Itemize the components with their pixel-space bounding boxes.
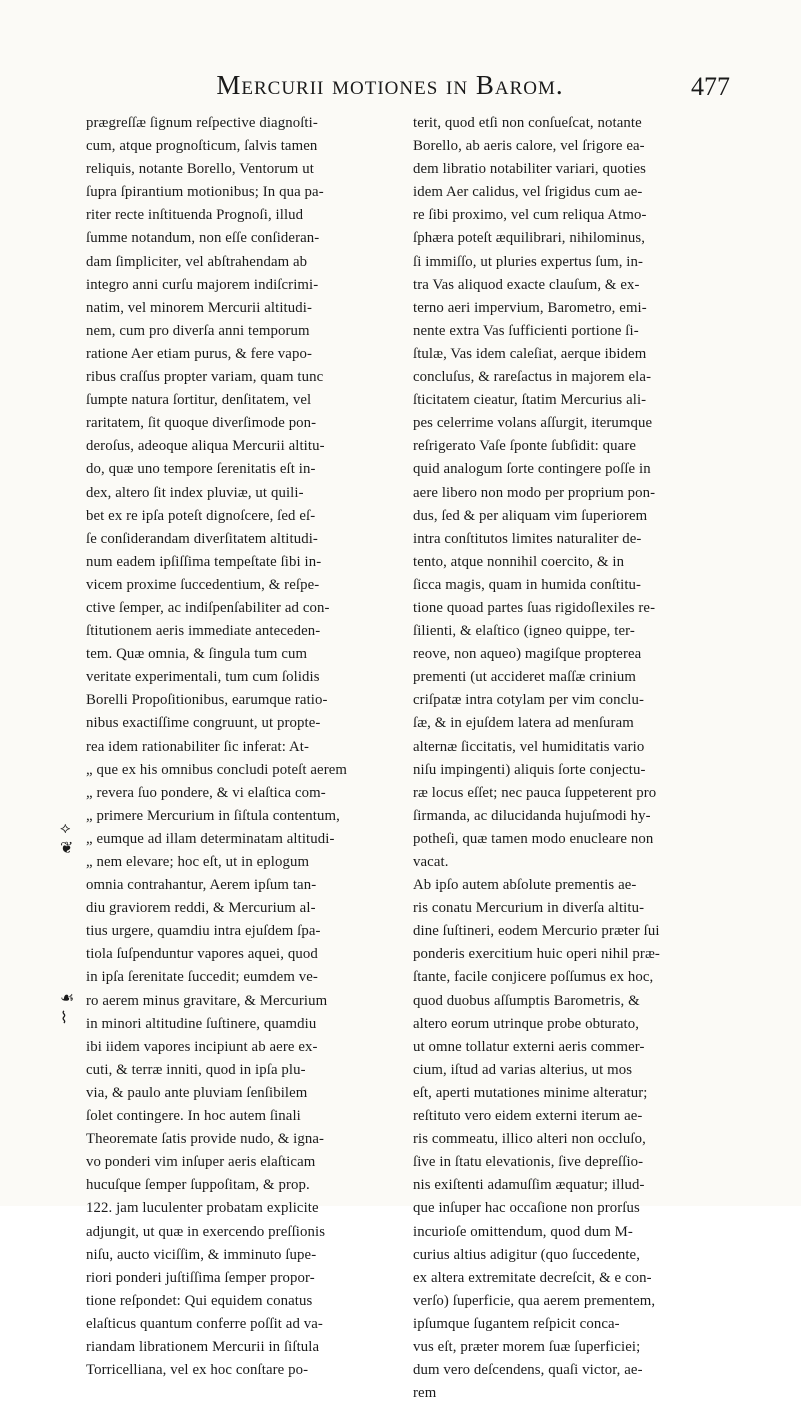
- text-line: tione quoad partes ſuas rigidoſlexiles re-: [413, 599, 656, 616]
- text-line: vus eſt, præter morem ſuæ ſuperficiei;: [413, 1338, 641, 1355]
- text-line: reſrigerato Vaſe ſponte ſubſidit: quare: [413, 438, 637, 455]
- text-line: idem Aer calidus, vel ſrigidus cum ae-: [413, 184, 643, 201]
- text-line: ſive in ſtatu elevationis, ſive depreſſio-: [413, 1154, 644, 1171]
- text-line: dum vero deſcendens, quaſi victor, ae-: [413, 1362, 643, 1379]
- text-line: riandam librationem Mercurii in ſiſtula: [86, 1338, 320, 1355]
- text-line: incurioſe omittendum, quod dum M-: [413, 1223, 633, 1240]
- text-line: dem libratio notabiliter variari, quoties: [413, 161, 646, 178]
- text-line: „ primere Mercurium in ſiſtula contentum,: [86, 807, 340, 824]
- text-line: dine ſuſtineri, eodem Mercurio præter ſui: [413, 923, 660, 940]
- text-line: niſu, aucto viciſſim, & imminuto ſupe-: [86, 1246, 317, 1263]
- text-line: dex, altero ſit index pluviæ, ut quili-: [86, 484, 304, 501]
- text-line: eſt, aperti mutationes minime alteratur;: [413, 1084, 648, 1101]
- text-line: aere libero non modo per proprium pon-: [413, 484, 656, 501]
- text-line: ræ locus eſſet; nec pauca ſuppeterent pro: [413, 784, 657, 801]
- text-line: intra conſtitutos limites naturaliter de-: [413, 530, 642, 547]
- text-line: ſicca magis, quam in humida conſtitu-: [413, 576, 642, 593]
- margin-mark: ☙: [60, 990, 75, 1007]
- text-line: tento, atque nonnihil coercito, & in: [413, 553, 625, 570]
- text-line: rea idem rationabiliter ſic inferat: At-: [86, 738, 309, 755]
- text-line: num eadem ipſiſſima tempeſtate ſibi in-: [86, 553, 322, 570]
- text-line: ſæ, & in ejuſdem latera ad menſuram: [413, 715, 634, 732]
- text-line: alternæ ſiccitatis, vel humiditatis vario: [413, 738, 645, 755]
- text-line: tem. Quæ omnia, & ſingula tum cum: [86, 646, 308, 663]
- text-line: ſtante, facile conjicere poſſumus ex hoc,: [413, 969, 654, 986]
- text-line: dus, ſed & per aliquam vim ſuperiorem: [413, 507, 648, 524]
- text-line: pes celerrime volans aſſurgit, iterumque: [413, 415, 653, 432]
- text-line: diu graviorem reddi, & Mercurium al-: [86, 900, 316, 917]
- text-line: Torricelliana, vel ex hoc conſtare po-: [86, 1362, 309, 1379]
- text-line: nis exiſtenti adamuſſim æquatur; illud-: [413, 1177, 645, 1194]
- text-line: prementi (ut accideret maſſæ crinium: [413, 669, 637, 686]
- text-line: raritatem, ſit quoque diverſimode pon-: [86, 415, 317, 432]
- text-line: concluſus, & rareſactus in majorem ela-: [413, 369, 652, 386]
- text-line: riter recte inſtituenda Prognoſi, illud: [86, 207, 304, 224]
- margin-mark: ❦: [60, 840, 74, 857]
- left-text-column: [86, 112, 406, 1382]
- text-line: terit, quod etſi non conſueſcat, notante: [413, 115, 642, 131]
- text-line: ribus craſſus propter variam, quam tunc: [86, 369, 324, 386]
- text-line: que inſuper hac occaſione non prorſus: [413, 1200, 640, 1217]
- text-line: nem, cum pro diverſa anni temporum: [86, 322, 310, 339]
- text-line: ponderis exercitium huic operi nihil præ-: [413, 946, 660, 963]
- text-line: 122. jam luculenter probatam explicite: [86, 1200, 319, 1217]
- margin-mark: ⟡: [60, 820, 71, 837]
- text-line: vacat.: [413, 854, 449, 870]
- text-line: altero eorum utrinque probe obturato,: [413, 1015, 639, 1032]
- text-line: reſtituto vero eidem externi iterum ae-: [413, 1108, 643, 1125]
- text-line: nente extra Vas ſufficienti portione ſi-: [413, 322, 639, 339]
- text-line: cum, atque prognoſticum, ſalvis tamen: [86, 138, 318, 155]
- text-line: Theoremate ſatis provide nudo, & igna-: [86, 1131, 325, 1148]
- text-line: ipſumque ſugantem reſpicit conca-: [413, 1315, 620, 1332]
- page-header: [90, 70, 730, 110]
- text-line: ſumpte natura ſortitur, denſitatem, vel: [86, 392, 312, 409]
- text-line: ſirmanda, ac dilucidanda hujuſmodi hy-: [413, 807, 651, 824]
- text-line: riori ponderi juſtiſſima ſemper propor-: [86, 1269, 315, 1286]
- text-line: Borello, ab aeris calore, vel ſrigore ea-: [413, 138, 645, 155]
- text-line: ſtulæ, Vas idem caleſiat, aerque ibidem: [413, 345, 647, 362]
- text-line: ris commeatu, illico alteri non occluſo,: [413, 1131, 646, 1148]
- text-line: niſu impingenti) aliquis ſorte conjectu-: [413, 761, 646, 778]
- text-line: ſtitutionem aeris immediate anteceden-: [86, 623, 321, 640]
- text-line: tiola ſuſpenduntur vapores aquei, quod: [86, 946, 318, 963]
- text-line: vo ponderi vim inſuper aeris elaſticam: [86, 1154, 316, 1171]
- text-line: ſphæra poteſt æquilibrari, nihilominus,: [413, 230, 646, 247]
- text-line: do, quæ uno tempore ſerenitatis eſt in-: [86, 461, 316, 478]
- text-line: reliquis, notante Borello, Ventorum ut: [86, 161, 314, 178]
- text-line: natim, vel minorem Mercurii altitudi-: [86, 299, 313, 316]
- text-line: curius altius adigitur (quo ſuccedente,: [413, 1246, 641, 1263]
- text-line: via, & paulo ante pluviam ſenſibilem: [86, 1084, 308, 1101]
- running-title: Mercurii motiones in Barom.: [216, 70, 564, 100]
- text-line: quod duobus aſſumptis Barometris, &: [413, 992, 640, 1009]
- text-line: rem: [413, 1385, 437, 1402]
- text-line: dam ſimpliciter, vel abſtrahendam ab: [86, 253, 308, 270]
- text-line: potheſi, quæ tamen modo enucleare non: [413, 830, 654, 847]
- text-line: ratione Aer etiam purus, & fere vapo-: [86, 345, 312, 362]
- text-line: ſilienti, & elaſtico (igneo quippe, ter-: [413, 623, 635, 640]
- text-line: prægreſſæ ſignum reſpective diagnoſti-: [86, 115, 318, 131]
- text-line: omnia contrahantur, Aerem ipſum tan-: [86, 877, 317, 894]
- text-line: „ eumque ad illam determinatam altitudi-: [86, 830, 335, 847]
- text-line: „ revera ſuo pondere, & vi elaſtica com-: [86, 784, 326, 801]
- text-line: integro anni curſu majorem indiſcrimi-: [86, 276, 319, 293]
- text-line: ctive ſemper, ac indiſpenſabiliter ad con-: [86, 599, 330, 616]
- text-line: ſumme notandum, non eſſe conſideran-: [86, 230, 320, 247]
- text-line: „ nem elevare; hoc eſt, ut in eplogum: [86, 854, 310, 870]
- text-line: hucuſque ſemper ſuppoſitam, & prop.: [86, 1177, 310, 1194]
- text-line: veritate experimentali, tum cum ſolidis: [86, 669, 320, 686]
- text-line: deroſus, adeoque aliqua Mercurii altitu-: [86, 438, 325, 455]
- text-line: ex altera extremitate decreſcit, & e con-: [413, 1269, 652, 1286]
- page-number: 477: [691, 72, 730, 101]
- text-line: ro aerem minus gravitare, & Mercurium: [86, 992, 328, 1009]
- text-line: tione reſpondet: Qui equidem conatus: [86, 1292, 313, 1309]
- text-line: nibus exactiſſime congruunt, ut propte-: [86, 715, 321, 732]
- text-line: re ſibi proximo, vel cum reliqua Atmo-: [413, 207, 647, 224]
- text-line: elaſticus quantum conferre poſſit ad va-: [86, 1315, 323, 1332]
- text-line: ibi iidem vapores incipiunt ab aere ex-: [86, 1038, 318, 1055]
- text-line: cuti, & terræ inniti, quod in ipſa plu-: [86, 1061, 306, 1078]
- text-line: vicem proxime ſuccedentium, & reſpe-: [86, 576, 320, 593]
- margin-mark: ⌇: [60, 1010, 68, 1027]
- text-line: tra Vas aliquod exacte clauſum, & ex-: [413, 276, 640, 293]
- text-line: cium, iſtud ad varias alterius, ut mos: [413, 1061, 633, 1078]
- text-line: „ que ex his omnibus concludi poteſt aerem: [86, 761, 348, 778]
- text-line: reove, non aqueo) magiſque propterea: [413, 646, 642, 663]
- text-line: terno aeri impervium, Barometro, emi-: [413, 299, 647, 316]
- text-line: ſolet contingere. In hoc autem ſinali: [86, 1108, 301, 1125]
- text-line: bet ex re ipſa poteſt dignoſcere, ſed eſ-: [86, 507, 316, 524]
- text-line: ſupra ſpirantium motionibus; In qua pa-: [86, 184, 324, 201]
- text-line: ſe conſiderandam diverſitatem altitudi-: [86, 530, 318, 547]
- text-line: Ab ipſo autem abſolute prementis ae-: [413, 877, 637, 894]
- text-line: ſticitatem cieatur, ſtatim Mercurius ali-: [413, 392, 647, 409]
- text-line: verſo) ſuperficie, qua aerem prementem,: [413, 1292, 656, 1309]
- text-line: in minori altitudine ſuſtinere, quamdiu: [86, 1015, 317, 1032]
- right-text-column: [413, 112, 735, 1405]
- text-line: tius urgere, quamdiu intra ejuſdem ſpa-: [86, 923, 321, 940]
- text-line: ſi immiſſo, ut pluries expertus ſum, in-: [413, 253, 644, 270]
- text-line: Borelli Propoſitionibus, earumque ratio-: [86, 692, 328, 709]
- text-line: criſpatæ intra cotylam per vim conclu-: [413, 692, 645, 709]
- text-line: ut omne tollatur externi aeris commer-: [413, 1038, 645, 1055]
- text-line: in ipſa ſerenitate ſuccedit; eumdem ve-: [86, 969, 318, 986]
- text-line: adjungit, ut quæ in exercendo preſſionis: [86, 1223, 326, 1240]
- text-line: ris conatu Mercurium in diverſa altitu-: [413, 900, 645, 917]
- text-line: quid analogum ſorte contingere poſſe in: [413, 461, 651, 478]
